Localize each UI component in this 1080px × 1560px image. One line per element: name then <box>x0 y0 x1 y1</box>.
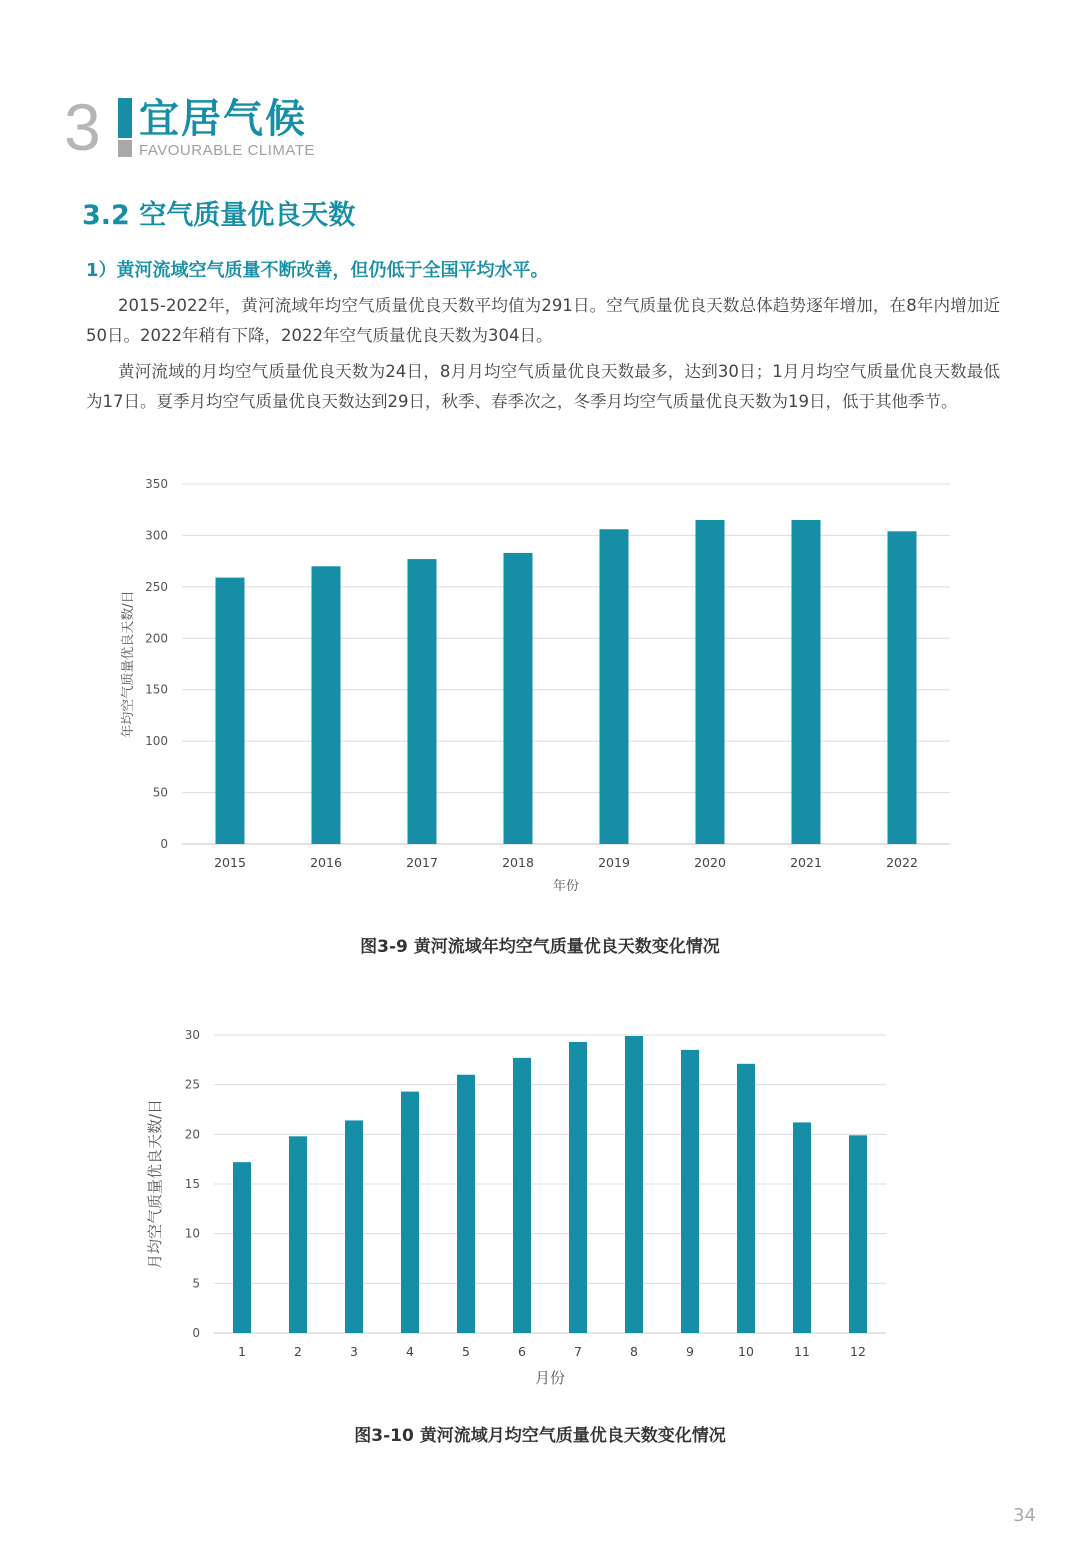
x-tick-label: 2020 <box>694 855 726 870</box>
x-tick-label: 2018 <box>502 855 534 870</box>
x-tick-label: 10 <box>738 1344 754 1359</box>
y-tick-label: 200 <box>145 631 168 646</box>
x-tick-label: 9 <box>686 1344 694 1359</box>
x-tick-label: 11 <box>794 1344 810 1359</box>
x-tick-label: 2017 <box>406 855 438 870</box>
bar-2022 <box>888 531 917 844</box>
y-tick-label: 300 <box>145 528 168 543</box>
x-tick-label: 4 <box>406 1344 414 1359</box>
monthly-bar-chart <box>0 1010 1080 1400</box>
bar-2015 <box>216 578 245 844</box>
x-tick-label: 2021 <box>790 855 822 870</box>
y-tick-label: 150 <box>145 682 168 697</box>
y-axis-label: 年均空气质量优良天数/日 <box>121 590 136 738</box>
y-axis-label: 月均空气质量优良天数/日 <box>146 1098 164 1270</box>
y-tick-label: 5 <box>192 1276 200 1291</box>
bar-2018 <box>504 553 533 844</box>
bar-8 <box>625 1036 643 1333</box>
subheading: 1）黄河流域空气质量不断改善，但仍低于全国平均水平。 <box>86 260 549 281</box>
bar-6 <box>513 1058 531 1333</box>
x-tick-label: 5 <box>462 1344 470 1359</box>
y-tick-label: 30 <box>184 1028 200 1042</box>
bar-2016 <box>312 566 341 844</box>
bar-10 <box>737 1064 755 1333</box>
y-tick-label: 25 <box>184 1077 200 1092</box>
chapter-accent-bar <box>118 98 132 138</box>
bar-2019 <box>600 529 629 844</box>
paragraph: 黄河流域的月均空气质量优良天数为24日，8月月均空气质量优良天数最多，达到30日；1月月均空气质量优良天数最低为17日。夏季月均空气质量优良天数达到29日，秋季、春季次之，冬季月均空气质量优良天数为19日，低于其他季节。 <box>86 362 1000 411</box>
x-tick-label: 12 <box>850 1344 866 1359</box>
bar-7 <box>569 1042 587 1333</box>
chapter-number: 3 <box>64 90 101 164</box>
x-tick-label: 2022 <box>886 855 918 870</box>
chart-caption: 图3-9 黄河流域年均空气质量优良天数变化情况 <box>360 937 720 957</box>
bar-2020 <box>696 520 725 844</box>
chapter-title: 宜居气候 <box>139 96 307 142</box>
bar-5 <box>457 1075 475 1333</box>
x-tick-label: 1 <box>238 1344 246 1359</box>
x-axis-label: 年份 <box>552 879 580 894</box>
bar-11 <box>793 1122 811 1333</box>
x-tick-label: 3 <box>350 1344 358 1359</box>
x-tick-label: 6 <box>518 1344 526 1359</box>
chart-caption: 图3-10 黄河流域月均空气质量优良天数变化情况 <box>354 1426 726 1446</box>
bar-2017 <box>408 559 437 844</box>
y-tick-label: 0 <box>160 837 168 851</box>
bar-3 <box>345 1120 363 1333</box>
paragraph: 2015-2022年，黄河流域年均空气质量优良天数平均值为291日。空气质量优良天数总体趋势逐年增加，在8年内增加近50日。2022年稍有下降，2022年空气质量优良天数为304日。 <box>86 296 1000 345</box>
x-tick-label: 2015 <box>214 855 246 870</box>
x-tick-label: 2 <box>294 1344 302 1359</box>
chapter-accent-bar-grey <box>118 140 132 157</box>
annual-bar-chart <box>0 460 1080 910</box>
bar-9 <box>681 1050 699 1333</box>
bar-1 <box>233 1162 251 1333</box>
page-number: 34 <box>1013 1505 1036 1526</box>
y-tick-label: 50 <box>152 785 168 800</box>
bar-4 <box>401 1092 419 1333</box>
y-tick-label: 15 <box>184 1177 200 1191</box>
chapter-subtitle: FAVOURABLE CLIMATE <box>139 142 315 159</box>
y-tick-label: 250 <box>145 579 168 594</box>
x-axis-label: 月份 <box>534 1369 566 1387</box>
x-tick-label: 7 <box>574 1344 582 1359</box>
bar-2 <box>289 1136 307 1333</box>
y-tick-label: 0 <box>192 1326 200 1340</box>
x-tick-label: 2016 <box>310 855 342 870</box>
bar-2021 <box>792 520 821 844</box>
y-tick-label: 20 <box>184 1127 200 1142</box>
x-tick-label: 2019 <box>598 855 630 870</box>
x-tick-label: 8 <box>630 1344 638 1359</box>
y-tick-label: 100 <box>145 734 168 749</box>
y-tick-label: 350 <box>145 477 168 491</box>
y-tick-label: 10 <box>184 1226 200 1241</box>
bar-12 <box>849 1135 867 1333</box>
section-title: 3.2 空气质量优良天数 <box>82 200 356 231</box>
